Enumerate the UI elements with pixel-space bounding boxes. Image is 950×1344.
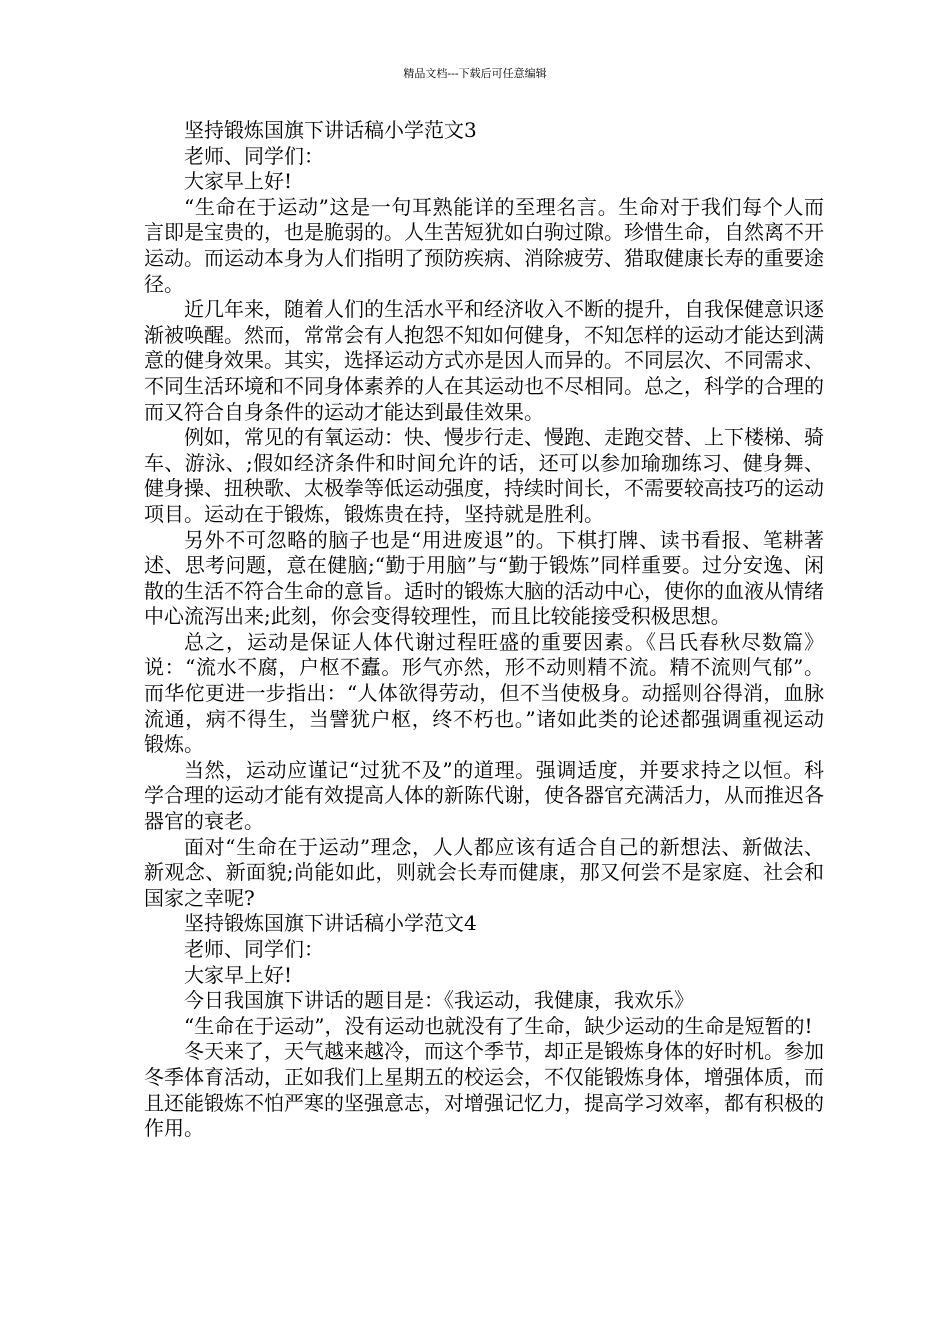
paragraph: 例如，常见的有氧运动：快、慢步行走、慢跑、走跑交替、上下楼梯、骑车、游泳、;假如经济条件和时间允许的话，还可以参加瑜珈练习、健身舞、健身操、扭秧歌、太极拳等低运动强度，持续时间长，不需要较高技巧的运动项目。运动在于锻炼，锻炼贵在持，坚持就是胜利。 (144, 425, 824, 526)
paragraph: 面对“生命在于运动”理念，人人都应该有适合自己的新想法、新做法、新观念、新面貌;尚能如此，则就会长寿而健康，那又何尝不是家庭、社会和国家之幸呢? (144, 834, 824, 910)
section-title-3: 坚持锻炼国旗下讲话稿小学范文3 (184, 118, 477, 142)
paragraph: “生命在于运动”，没有运动也就没有了生命，缺少运动的生命是短暂的! (184, 1013, 813, 1038)
page-header: 精品文档---下载后可任意编辑 (403, 67, 547, 80)
paragraph: 冬天来了，天气越来越冷，而这个季节，却正是锻炼身体的好时机。参加冬季体育活动，正如我们上星期五的校运会，不仅能锻炼身体，增强体质，而且还能锻炼不怕严寒的坚强意志，对增强记忆力，提高学习效率，都有积极的作用。 (144, 1039, 824, 1141)
paragraph: 近几年来，随着人们的生活水平和经济收入不断的提升，自我保健意识逐渐被唤醒。然而，常常会有人抱怨不知如何健身，不知怎样的运动才能达到满意的健身效果。其实，选择运动方式亦是因人而异的。不同层次、不同需求、不同生活环境和不同身体素养的人在其运动也不尽相同。总之，科学的合理的而又符合自身条件的运动才能达到最佳效果。 (144, 297, 824, 424)
section-title-4: 坚持锻炼国旗下讲话稿小学范文4 (184, 911, 477, 936)
greeting-teachers-3: 老师、同学们： (184, 143, 324, 168)
paragraph: 总之，运动是保证人体代谢过程旺盛的重要因素。《吕氏春秋尽数篇》说：“流水不腐，户枢不蠹。形气亦然，形不动则精不流。精不流则气郁”。而华佗更进一步指出：“人体欲得劳动，但不当使极身。动摇则谷得消，血脉流通，病不得生，当譬犹户枢，终不朽也。”诸如此类的论述都强调重视运动锻炼。 (144, 629, 824, 757)
paragraph: 当然，运动应谨记“过犹不及”的道理。强调适度，并要求持之以恒。科学合理的运动才能有效提高人体的新陈代谢，使各器官充满活力，从而推迟各器官的衰老。 (144, 757, 824, 834)
document-body (144, 118, 824, 1142)
speech-topic: 今日我国旗下讲话的题目是：《我运动，我健康，我欢乐》 (184, 988, 694, 1013)
paragraph: “生命在于运动”这是一句耳熟能详的至理名言。生命对于我们每个人而言即是宝贵的，也是脆弱的。人生苦短犹如白驹过隙。珍惜生命，自然离不开运动。而运动本身为人们指明了预防疾病、消除疲劳、猎取健康长寿的重要途径。 (144, 194, 824, 296)
paragraph: 另外不可忽略的脑子也是“用进废退”的。下棋打牌、读书看报、笔耕著述、思考问题，意在健脑;“勤于用脑”与“勤于锻炼”同样重要。过分安逸、闲散的生活不符合生命的意旨。适时的锻炼大脑的活动中心，使你的血液从情绪中心流泻出来;此刻，你会变得较理性，而且比较能接受积极思想。 (144, 527, 824, 629)
greeting-teachers-4: 老师、同学们： (184, 937, 324, 961)
greeting-morning-4: 大家早上好! (184, 962, 293, 987)
greeting-morning-3: 大家早上好! (184, 169, 293, 194)
